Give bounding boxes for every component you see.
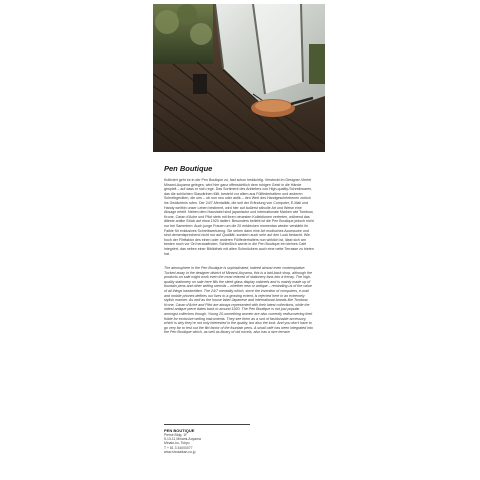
address-line-street: 5-13-11 Minami-Aoyama	[164, 437, 201, 442]
address-line-building: Pierse Bldg. 1F	[164, 433, 188, 437]
address-title: PEN BOUTIQUE	[164, 428, 195, 433]
address-divider	[164, 424, 250, 425]
terrace-illustration	[153, 4, 325, 152]
article-heading: Pen Boutique	[164, 164, 213, 173]
article	[164, 164, 314, 335]
article-body-english: The atmosphere in the Pen Boutique is sophisticated, indeed almost even contemplative. Tucked away in the designer district of Minami-Aoyama, this is a laid-back shop, although the products on sale might work even the most relaxed of stationery fans into a frenzy. The high-quality stationery on sale here fills the sleek glass display cabinets and is mainly made up of fountain pens and other writing utensils – whether new or antique – reminding us of the value of all things handwritten. The 24/7 mentality which, since the invention of computers, e-mail and mobile phones defines our lives to a growing extent, is rejected here in an extremely stylish manner. As well as the house label Japanese and international brands like Tombow, Krone, Caran d'Ache and Pilot are always represented with their latest collections, while the oldest antique piece dates back to around 1920. The Pen Boutique is not just popular amongst collectors though. Young 20-something women are also currently rediscovering their foible for exclusive writing instruments. They see them as a sort of fashionable accessory, which is why they're not only interested in the quality, but also the look. And you don't have to go very far to test out the flirt factor of the fountain pens. A small café has been integrated into the Pen Boutique which, as well as library of old novels, also has a nice terrace.	[164, 266, 313, 335]
boutique-terrace-photo	[153, 4, 325, 152]
magazine-page	[153, 4, 325, 476]
address-line-website[interactable]: www.shosaikan.co.jp	[164, 449, 196, 454]
address-block	[164, 428, 284, 454]
article-body-german: Kultiviert geht es in der Pen Boutique zu, fast schon bedächtig. Versteckt im Designer-Viertel Minami-Aoyama gelegen, wird hier ganz offensichtlich dem ruhigen Geist in die Hände gespielt – auf dass er sich rege. Das Sortiment des Anbieters von High-quality-Schreibwaren, das die schlichten Glasvitrinen füllt, besteht vor allem aus Füllfederhaltern und anderen Schreibgeräten, die uns – ob nun neu oder antik – den Wert des Handgeschriebenen zurück ins Gedächtnis rufen. Der 24/7-Mentalität, die seit der Erfindung von Computer, E-Mail und Handy weithin unser Leben bestimmt, wird hier auf äußerst stilvolle Art und Weise eine Absage erteilt. Neben dem Hauslabel sind japanische und internationale Marken wie Tombow, Krone, Caran d'Ache und Pilot stets mit ihren neuesten Kollektionen vertreten, während das älteste antike Stück auf etwa 1920 datiert. Besonders beliebt ist die Pen Boutique jedoch nicht nur bei Sammlern: Auch junge Frauen um die 20 entdecken momentan wieder verstärkt ihr Faible für exklusives Schreibwerkzeug. Sie sehen dann eine Art modisches Accessoire und sind dementsprechend nicht nur auf Qualität, sondern auch sehr auf den Look bedacht. Wie hoch der Flirtfaktor des einen oder anderen Füllfederhalters nun wirklich ist, lässt sich am besten noch vor Ort herausfinden. Schließlich wurde in die Pen Boutique ein kleines Café integriert, das neben einer Bibliothek mit alten Schmöckern auch eine nette Terrasse zu bieten hat.	[164, 178, 314, 256]
address-line-city: Minato-ku, Tokyo	[164, 441, 190, 446]
address-line-phone: T + 81 3 34000077	[164, 445, 193, 450]
